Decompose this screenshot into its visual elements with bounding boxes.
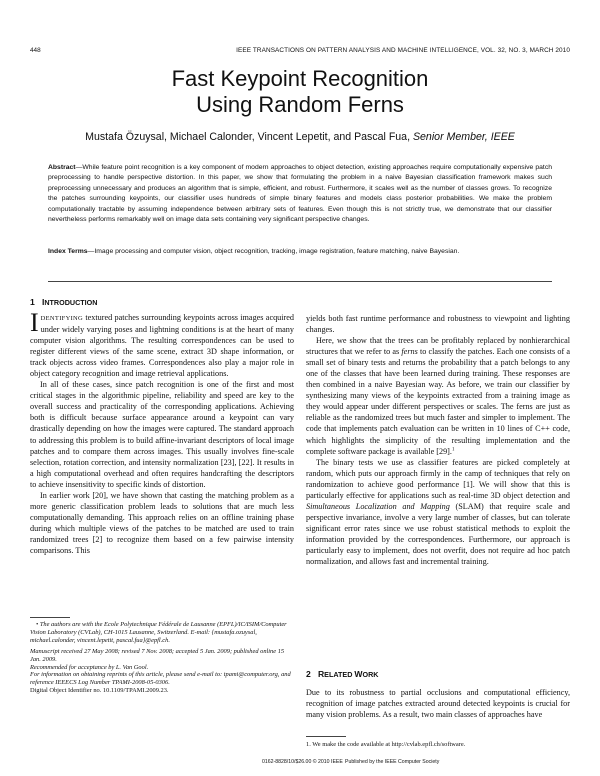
footer-publisher: Published by the IEEE Computer Society <box>345 759 440 765</box>
related-work-text <box>306 687 570 720</box>
title-line-2: Using Random Ferns <box>196 92 404 117</box>
footnote-code: 1. We make the code available at http://cvlab.epfl.ch/software. <box>306 741 466 748</box>
intro-paragraph-1 <box>30 308 294 379</box>
intro-paragraph-3: In earlier work [20], we have shown that casting the matching problem as a more generic classification problem leads to solutions that are much less computationally demanding. This approach relies on an offline training phase during which multiple views of the patches to be matched are used to train randomized trees [2] to recognize them based on a few pairwise intensity comparisons. This <box>30 490 294 555</box>
author-list <box>0 131 600 143</box>
footnote-ref-1: 1 <box>451 446 455 452</box>
intro-paragraph-2: In all of these cases, since patch recognition is one of the first and most critical stages in the algorithmic pipeline, reliability and speed are key to the overall success and practicality of the corresponding applications. Achieving both is difficult because surface appearance around a keypoint can vary drastically depending on how the images were captured. The standard approach to addressing this problem is to build affine-invariant descriptors of local image patches and to compare them across images. This usually involves fine-scale selection, rotation correction, and intensity normalization [23], [22]. It results in a high computational overhead and often requires handcrafting the descriptors to achieve insensitivity to specific kinds of distortion. <box>30 380 294 489</box>
index-terms <box>48 247 552 257</box>
right-column <box>306 313 570 567</box>
ferns-term: ferns <box>401 347 418 357</box>
author-names: Mustafa Özuysal, Michael Calonder, Vincent Lepetit, and Pascal Fua, <box>85 131 411 143</box>
index-terms-label: Index Terms <box>48 248 88 255</box>
dropcap: I <box>30 308 39 337</box>
running-header <box>30 47 570 57</box>
right-paragraph-1: yields both fast runtime performance and robustness to viewpoint and lighting changes. <box>306 314 570 335</box>
abstract <box>48 163 552 225</box>
section-1-title-first: I <box>41 297 45 307</box>
abstract-divider <box>48 281 552 282</box>
right-paragraph-3: The binary tests we use as classifier features are picked completely at random, which puts our approach firmly in the camp of techniques that rely on randomization to achieve good performance [1]. We will show that this is particularly effective for applications such as real-time 3D object detection and Simultaneous Localization and Mapping (SLAM) that require scale and perspective invariance, involve a very large number of classes, but can tolerate significant error rates since we use robust statistical methods to exploit the information provided by the correspondences. Furthermore, our approach is particularly easy to implement, does not overfit, does not require ad hoc patch normalization, and allows fast and incremental training. <box>306 457 570 567</box>
footnote-recommended: Recommended for acceptance by L. Van Gool. <box>30 663 149 671</box>
left-column <box>30 308 294 556</box>
footnote-divider-left <box>30 617 70 618</box>
section-1-heading <box>30 297 97 307</box>
section-2-heading: 2 RELATED WORK <box>306 669 379 679</box>
abstract-text: —While feature point recognition is a key component of modern approaches to object detection, existing approaches require computationally expensive patch preprocessing to handle perspective distortion. In this paper, we show that formulating the problem in a naive Bayesian classification framework makes such preprocessing unnecessary and produces an algorithm that is simple, efficient, and robust. Furthermore, it scales well as the number of classes grows. To recognize the patches surrounding keypoints, our classifier uses hundreds of simple binary features and models class posterior probabilities. We make the problem computationally tractable by assuming independence between arbitrary sets of features. Even though this is not strictly true, we demonstrate that our classifier nevertheless performs remarkably well on image data sets containing very significant perspective changes. <box>48 164 552 224</box>
related-paragraph-1: Due to its robustness to partial occlusions and computational efficiency, recognition of image patches extracted around detected keypoints is crucial for many vision problems. As a result, two main classes of approaches have <box>306 688 570 720</box>
section-1-title-rest: NTRODUCTION <box>44 298 98 307</box>
index-terms-text: —Image processing and computer vision, object recognition, tracking, image registration, feature matching, naive Bayesian. <box>87 248 460 255</box>
footnote-affiliation: • The authors are with the Ecole Polytechnique Fédérale de Lausanne (EPFL)/IC/ISIM/Computer Vision Laboratory (CVLab), CH-1015 Lausanne, Switzerland. E-mail: {mustafa.ozuysal, michael.calonder, vincent.lepetit, pascal.fua}@epfl.ch. <box>30 621 287 644</box>
author-suffix: Senior Member, IEEE <box>412 131 515 143</box>
footnotes-left <box>30 621 294 695</box>
page-number: 448 <box>30 47 41 54</box>
section-2-number: 2 <box>306 669 311 679</box>
footnote-manuscript: Manuscript received 27 May 2008; revised 7 Nov. 2008; accepted 5 Jan. 2009; published online 15 Jan. 2009. <box>30 647 285 663</box>
dropcap-smallcaps: DENTIFYING <box>40 315 84 322</box>
footnote-doi: Digital Object Identifier no. 10.1109/TPAMI.2009.23. <box>30 687 169 695</box>
title-line-1: Fast Keypoint Recognition <box>171 66 429 91</box>
footnote-reprints: For information on obtaining reprints of this article, please send e-mail to: tpami@computer.org, and reference IEEECS Log Number TPAMI-2008-05-0306. <box>30 671 291 687</box>
paper-title <box>0 66 600 118</box>
right-paragraph-2: Here, we show that the trees can be profitably replaced by nonhierarchical structures that we refer to as ferns to classify the patches. Each one consists of a small set of binary tests and returns the probability that a patch belongs to any one of the classes that have been learned during training. These responses are then combined in a naive Bayesian way. As before, we train our classifier by synthesizing many views of the keypoints extracted from a training image as they would appear under different perspectives or scales. The ferns are just as reliable as the randomized trees but much faster and simpler to implement. The code that implements patch evaluation can be written in 10 lines of C++ code, which highlights the simplicity of the resulting implementation and the complete software package is available [29].$^1$ <box>306 336 570 456</box>
journal-header: IEEE TRANSACTIONS ON PATTERN ANALYSIS AND MACHINE INTELLIGENCE, VOL. 32, NO. 3, MARCH 2010 <box>236 47 570 54</box>
section-1-number: 1 <box>30 297 35 307</box>
slam-term: Simultaneous Localization and Mapping <box>306 501 450 511</box>
footer-issn: 0162-8828/10/$26.00 © 2010 IEEE <box>262 759 343 765</box>
abstract-label: Abstract <box>48 164 76 171</box>
footnote-divider-right <box>306 736 346 737</box>
intro-p1-text: textured patches surrounding keypoints across images acquired under widely varying poses and lightning conditions is at the heart of many computer vision algorithms. The resulting correspondences can be used to register different views of the same scene, extract 3D shape information, or track objects across video frames. Correspondences also play a major role in object category recognition and image retrieval applications. <box>30 313 294 379</box>
